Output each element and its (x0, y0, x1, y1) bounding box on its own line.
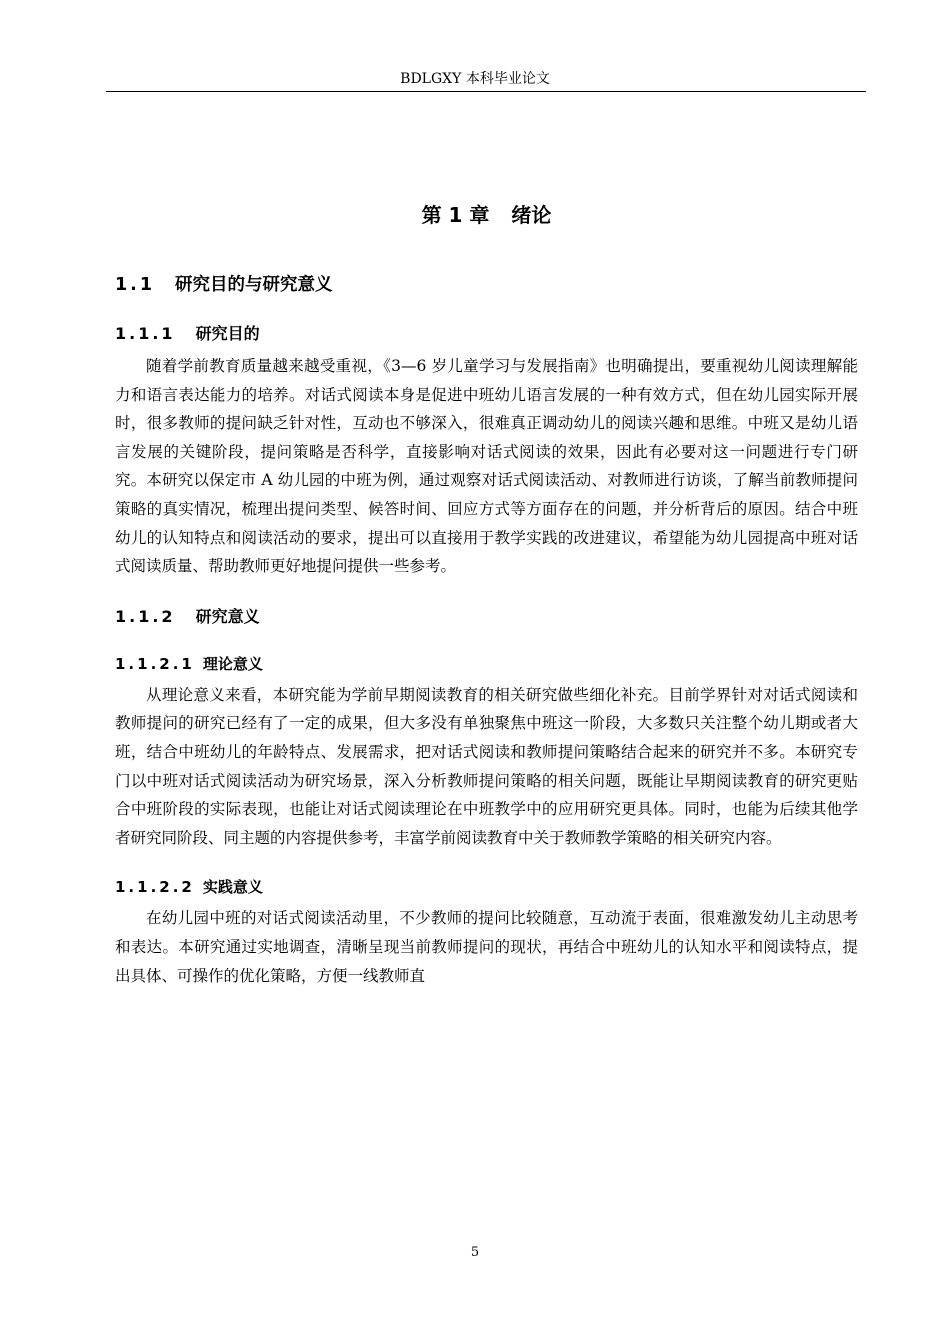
section-heading-1-1-2 (115, 605, 858, 629)
section-number: 1.1.2 (115, 606, 176, 626)
section-heading-1-1-2-2 (115, 876, 858, 898)
section-number: 1.1 (115, 275, 156, 295)
section-heading-1-1-1 (115, 322, 858, 346)
page-number: 5 (470, 1245, 480, 1260)
paragraph-theoretical-significance: 从理论意义来看，本研究能为学前早期阅读教育的相关研究做些细化补充。目前学界针对对话式阅读和教师提问的研究已经有了一定的成果，但大多没有单独聚焦中班这一阶段，大多数只关注整个幼儿期或者大班，结合中班幼儿的年龄特点、发展需求，把对话式阅读和教师提问策略结合起来的研究并不多。本研究专门以中班对话式阅读活动为研究场景，深入分析教师提问策略的相关问题，既能让早期阅读教育的研究更贴合中班阶段的实际表现，也能让对话式阅读理论在中班教学中的应用研究更具体。同时，也能为后续其他学者研究同阶段、同主题的内容提供参考，丰富学前阅读教育中关于教师教学策略的相关研究内容。 (115, 685, 858, 847)
section-title: 研究目的 (195, 324, 260, 343)
paragraph-research-purpose: 随着学前教育质量越来越受重视，《3—6 岁儿童学习与发展指南》也明确提出，要重视幼儿阅读理解能力和语言表达能力的培养。对话式阅读本身是促进中班幼儿语言发展的一种有效方式，但在幼儿园实际开展时，很多教师的提问缺乏针对性，互动也不够深入，很难真正调动幼儿的阅读兴趣和思维。中班又是幼儿语言发展的关键阶段，提问策略是否科学，直接影响对话式阅读的效果，因此有必要对这一问题进行专门研究。本研究以保定市 A 幼儿园的中班为例，通过观察对话式阅读活动、对教师进行访谈，了解当前教师提问策略的真实情况，梳理出提问类型、候答时间、回应方式等方面存在的问题，并分析背后的原因。结合中班幼儿的认知特点和阅读活动的要求，提出可以直接用于教学实践的改进建议，希望能为幼儿园提高中班对话式阅读质量、帮助教师更好地提问提供一些参考。 (115, 357, 858, 576)
chapter-label: 第 1 章 (421, 203, 490, 227)
chapter-title (115, 198, 858, 238)
page-body (115, 198, 858, 990)
section-heading-1-1 (115, 272, 858, 298)
running-header: BDLGXY 本科毕业论文 (400, 71, 550, 87)
section-title: 实践意义 (202, 878, 263, 897)
section-number: 1.1.2.2 (115, 878, 195, 897)
section-number: 1.1.2.1 (115, 654, 195, 673)
header-rule (106, 91, 866, 92)
chapter-name: 绪论 (511, 203, 552, 227)
section-title: 研究目的与研究意义 (175, 275, 333, 295)
section-number: 1.1.1 (115, 324, 176, 343)
section-heading-1-1-2-1 (115, 653, 858, 675)
section-title: 研究意义 (195, 606, 260, 626)
paragraph-practical-significance: 在幼儿园中班的对话式阅读活动里，不少教师的提问比较随意，互动流于表面，很难激发幼儿主动思考和表达。本研究通过实地调查，清晰呈现当前教师提问的现状，再结合中班幼儿的认知水平和阅读特点，提出具体、可操作的优化策略，方便一线教师直 (115, 909, 858, 985)
section-title: 理论意义 (202, 654, 263, 673)
